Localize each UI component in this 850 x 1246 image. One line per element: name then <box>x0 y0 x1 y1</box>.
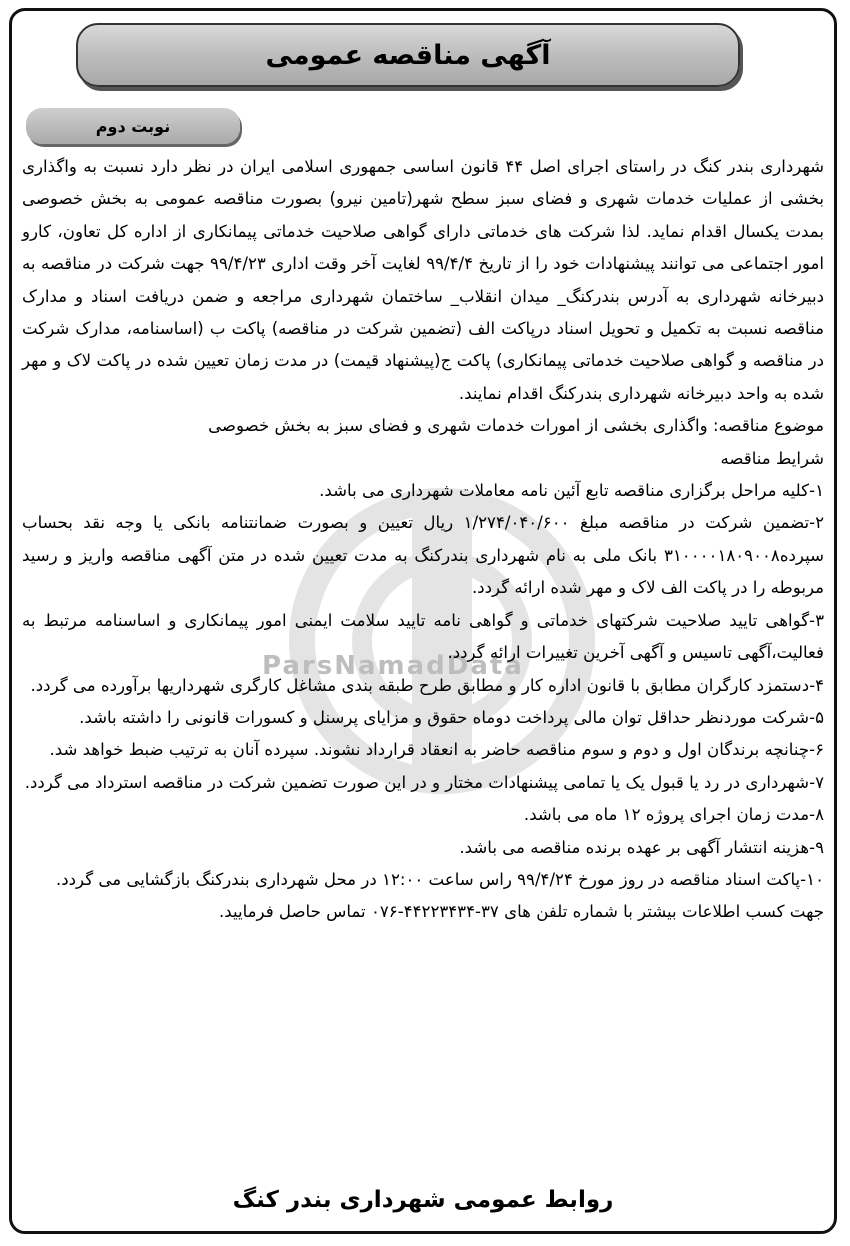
notice-body <box>22 151 824 929</box>
intro-paragraph: شهرداری بندر کنگ در راستای اجرای اصل ۴۴ قانون اساسی جمهوری اسلامی ایران در نظر دارد نسبت به واگذاری بخشی از عملیات خدمات شهری و فضای سبز سطح شهر(تامین نیرو) بصورت مناقصه عمومی به بخش خصوصی بمدت یکسال اقدام نماید. لذا شرکت های خدماتی دارای گواهی صلاحیت خدماتی پیمانکاری از اداره کل تعاون، کارو امور اجتماعی می توانند پیشنهادات خود را از تاریخ ۹۹/۴/۴ لغایت آخر وقت اداری ۹۹/۴/۲۳ جهت شرکت در مناقصه به دبیرخانه شهرداری به آدرس بندرکنگ_ میدان انقلاب_ ساختمان شهرداری مراجعه و ضمن دریافت اسناد و مدارک مناقصه نسبت به تکمیل و تحویل اسناد درپاکت الف (تضمین شرکت در مناقصه) پاکت ب (اساسنامه، مدارک شرکت در مناقصه و گواهی صلاحیت خدماتی پیمانکاری) پاکت ج(پیشنهاد قیمت) در مدت زمان تعیین شده در پاکت لاک و مهر شده به واحد دبیرخانه شهرداری بندرکنگ اقدام نمایند. <box>22 157 824 403</box>
condition-item: ۵-شرکت موردنظر حداقل توان مالی پرداخت دوماه حقوق و مزایای پرسنل و کسورات قانونی را داشته باشد. <box>79 707 824 727</box>
condition-item: ۸-مدت زمان اجرای پروژه ۱۲ ماه می باشد. <box>523 805 824 825</box>
condition-item: ۴-دستمزد کارگران مطابق با قانون اداره کار و مطابق طرح طبقه بندی مشاغل کارگری شهرداریها برآورده می گردد. <box>30 675 824 695</box>
contact-line: جهت کسب اطلاعات بیشتر با شماره تلفن های ۳۷-۴۴۲۲۳۴۳۴-۰۷۶ تماس حاصل فرمایید. <box>218 902 824 922</box>
footer-signature: روابط عمومی شهرداری بندر کنگ <box>232 1187 614 1213</box>
condition-item: ۶-چنانچه برندگان اول و دوم و سوم مناقصه حاضر به انعقاد قرارداد نشوند. سپرده آنان به ترتیب ضبط خواهد شد. <box>49 740 824 760</box>
condition-item: ۹-هزینه انتشار آگهی بر عهده برنده مناقصه می باشد. <box>459 837 824 857</box>
round-badge: نوبت دوم <box>26 108 240 144</box>
subject-line: موضوع مناقصه: واگذاری بخشی از امورات خدمات شهری و فضای سبز به بخش خصوصی <box>208 416 824 436</box>
condition-item: ۲-تضمین شرکت در مناقصه مبلغ ۱/۲۷۴/۰۴۰/۶۰۰ ریال تعیین و بصورت ضمانتنامه بانکی یا وجه نقد بحساب سپرده۳۱۰۰۰۰۱۸۰۹۰۰۸ بانک ملی به نام شهرداری بندرکنگ به مدت تعیین شده در متن آگهی مناقصه واریز و رسید مربوطه را در پاکت الف لاک و مهر شده ارائه گردد. <box>22 513 824 598</box>
condition-item: ۱-کلیه مراحل برگزاری مناقصه تابع آئین نامه معاملات شهرداری می باشد. <box>319 481 824 501</box>
watermark-text: ParsNamadData <box>262 651 524 681</box>
condition-item: ۱۰-پاکت اسناد مناقصه در روز مورخ ۹۹/۴/۲۴ راس ساعت ۱۲:۰۰ در محل شهرداری بندرکنگ بازگشایی می گردد. <box>55 869 824 889</box>
condition-item: ۷-شهرداری در رد یا قبول یک یا تمامی پیشنهادات مختار و در این صورت تضمین شرکت در مناقصه استرداد می گردد. <box>24 772 824 792</box>
notice-frame <box>9 8 837 1234</box>
condition-item: ۳-گواهی تایید صلاحیت شرکتهای خدماتی و گواهی نامه تایید سلامت ایمنی امور پیمانکاری و اساسنامه مرتبط به فعالیت،آگهی تاسیس و آگهی آخرین تغییرات ارائه گردد. <box>22 610 824 663</box>
page-title: آگهی مناقصه عمومی <box>76 23 740 87</box>
conditions-heading: شرایط مناقصه <box>720 448 824 468</box>
